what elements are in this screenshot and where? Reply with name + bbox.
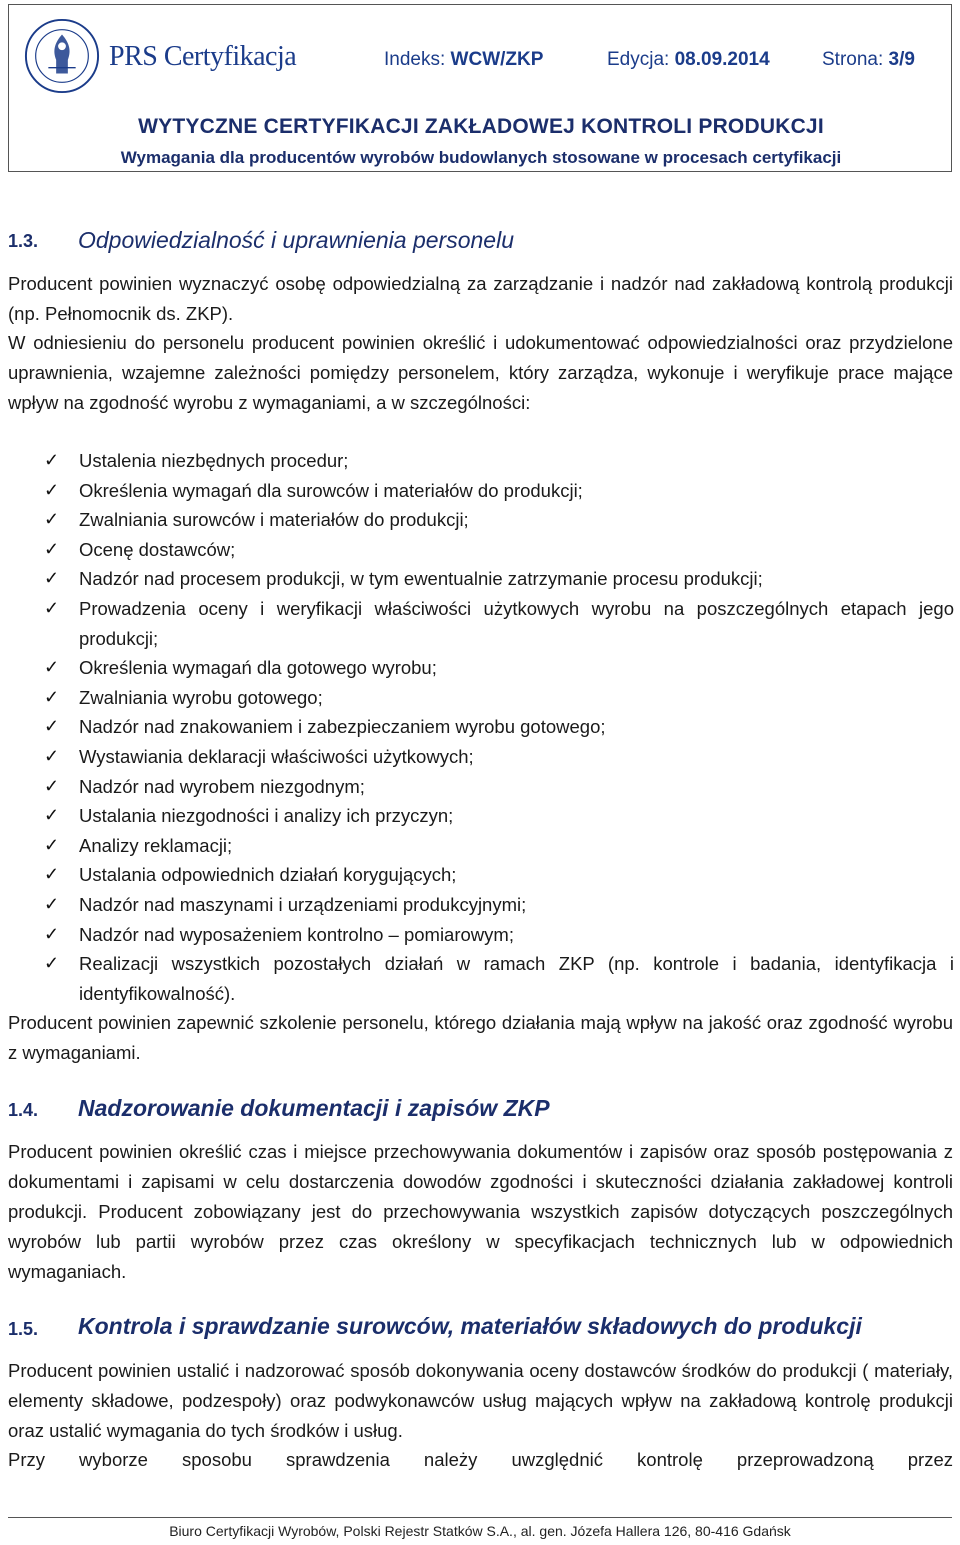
- list-item: ✓ Ustalenia niezbędnych procedur;: [44, 446, 954, 476]
- checkmark-icon: ✓: [44, 864, 60, 885]
- section-1-5-para-1: Producent powinien ustalić i nadzorować sposób dokonywania oceny dostawców środków do produkcji ( materiały, elementy składowe, podzespoły) oraz podwykonawców usług mających wpływ na zakładową kontrolę produkcji oraz ustalić wymagania do tych środków i usług.: [8, 1360, 953, 1441]
- list-item: ✓ Nadzór nad procesem produkcji, w tym ewentualnie zatrzymanie procesu produkcji;: [44, 564, 954, 594]
- checkmark-icon: ✓: [44, 568, 60, 589]
- checkmark-icon: ✓: [44, 716, 60, 737]
- index-value: WCW/ZKP: [450, 49, 544, 70]
- checkmark-icon: ✓: [44, 657, 60, 678]
- checkmark-icon: ✓: [44, 450, 60, 470]
- list-item: ✓ Wystawiania deklaracji właściwości użytkowych;: [44, 742, 954, 772]
- footer-divider: [8, 1517, 952, 1518]
- document-subtitle: Wymagania dla producentów wyrobów budowlanych stosowane w procesach certyfikacji: [120, 148, 842, 167]
- checkmark-icon: ✓: [44, 953, 60, 974]
- page-value: 3/9: [888, 49, 915, 70]
- section-1-4-heading: Nadzorowanie dokumentacji i zapisów ZKP: [78, 1095, 550, 1121]
- checkmark-icon: ✓: [44, 597, 60, 618]
- section-1-3-number: 1.3.: [8, 231, 39, 251]
- document-header: [8, 4, 952, 172]
- checkmark-icon: ✓: [44, 509, 60, 530]
- list-item: ✓ Analizy reklamacji;: [44, 831, 954, 861]
- checkmark-icon: ✓: [44, 479, 60, 500]
- list-item: ✓ Realizacji wszystkich pozostałych działań w ramach ZKP (np. kontrole i badania, identyfikacja i identyfikowalność).: [44, 949, 954, 1008]
- section-1-5-number: 1.5.: [8, 1319, 39, 1339]
- list-item: ✓ Ustalania niezgodności i analizy ich przyczyn;: [44, 801, 954, 831]
- edition-value: 08.09.2014: [674, 49, 770, 70]
- document-edition: [607, 49, 770, 71]
- checkmark-icon: ✓: [44, 745, 60, 766]
- list-item: ✓ Zwalniania wyrobu gotowego;: [44, 683, 954, 713]
- checkmark-icon: ✓: [44, 775, 60, 796]
- list-item: ✓ Nadzór nad wyrobem niezgodnym;: [44, 772, 954, 802]
- list-item: ✓ Nadzór nad znakowaniem i zabezpieczaniem wyrobu gotowego;: [44, 712, 954, 742]
- checkmark-icon: ✓: [44, 923, 60, 944]
- brand-name: PRS Certyfikacja: [109, 41, 297, 72]
- list-item: ✓ Nadzór nad maszynami i urządzeniami produkcyjnymi;: [44, 890, 954, 920]
- page-footer: Biuro Certyfikacji Wyrobów, Polski Rejestr Statków S.A., al. gen. Józefa Hallera 126, 80-416 Gdańsk: [169, 1523, 791, 1539]
- list-item: ✓ Nadzór nad wyposażeniem kontrolno – pomiarowym;: [44, 920, 954, 950]
- document-index: [384, 49, 543, 71]
- page-number: [822, 49, 915, 71]
- checkmark-icon: ✓: [44, 834, 60, 855]
- document-title: WYTYCZNE CERTYFIKACJI ZAKŁADOWEJ KONTROLI PRODUKCJI: [138, 115, 824, 138]
- checkmark-icon: ✓: [44, 805, 60, 826]
- list-item: ✓ Określenia wymagań dla gotowego wyrobu;: [44, 653, 954, 683]
- list-item: ✓ Ustalania odpowiednich działań korygujących;: [44, 860, 954, 890]
- checkmark-icon: ✓: [44, 893, 60, 914]
- prs-logo-seal: [23, 17, 101, 95]
- section-1-3-para-3: Producent powinien zapewnić szkolenie personelu, którego działania mają wpływ na jakość oraz zgodność wyrobu z wymaganiami.: [8, 1012, 953, 1063]
- section-1-5-para-2: Przy wyborze sposobu sprawdzenia należy uwzględnić kontrolę przeprowadzoną przez: [8, 1449, 953, 1470]
- section-1-3-para-1: Producent powinien wyznaczyć osobę odpowiedzialną za zarządzanie i nadzór nad zakładową kontrolą produkcji (np. Pełnomocnik ds. ZKP).: [8, 273, 953, 324]
- checkmark-icon: ✓: [44, 538, 60, 559]
- index-label: Indeks:: [384, 49, 446, 70]
- section-1-3-para-2: W odniesieniu do personelu producent powinien określić i udokumentować odpowiedzialności oraz przydzielone uprawnienia, wzajemne zależności pomiędzy personelem, który zarządza, wykonuje i weryfikuje prace mające wpływ na zgodność wyrobu z wymaganiami, a w szczególności:: [8, 332, 953, 413]
- section-1-5-heading: Kontrola i sprawdzanie surowców, materiałów składowych do produkcji: [78, 1313, 862, 1339]
- list-item: ✓ Ocenę dostawców;: [44, 535, 954, 565]
- list-item: ✓ Zwalniania surowców i materiałów do produkcji;: [44, 505, 954, 535]
- section-1-3-heading: Odpowiedzialność i uprawnienia personelu: [78, 227, 514, 253]
- page-label: Strona:: [822, 49, 884, 70]
- checkmark-icon: ✓: [44, 686, 60, 707]
- responsibilities-checklist: [44, 446, 954, 1008]
- section-1-4-para: Producent powinien określić czas i miejsce przechowywania dokumentów i zapisów oraz sposób postępowania z dokumentami i zapisami w celu dostarczenia dowodów zgodności i skuteczności działania zakładowej kontroli produkcji. Producent zobowiązany jest do przechowywania wszystkich zapisów dotyczących poszczególnych wyrobów lub partii wyrobów przez czas określony w specyfikacjach technicznych lub w odpowiednich wymaganiach.: [8, 1141, 953, 1282]
- section-1-4-number: 1.4.: [8, 1100, 39, 1120]
- list-item: ✓ Określenia wymagań dla surowców i materiałów do produkcji;: [44, 476, 954, 506]
- edition-label: Edycja:: [607, 49, 670, 70]
- list-item: ✓ Prowadzenia oceny i weryfikacji właściwości użytkowych wyrobu na poszczególnych etapach jego produkcji;: [44, 594, 954, 653]
